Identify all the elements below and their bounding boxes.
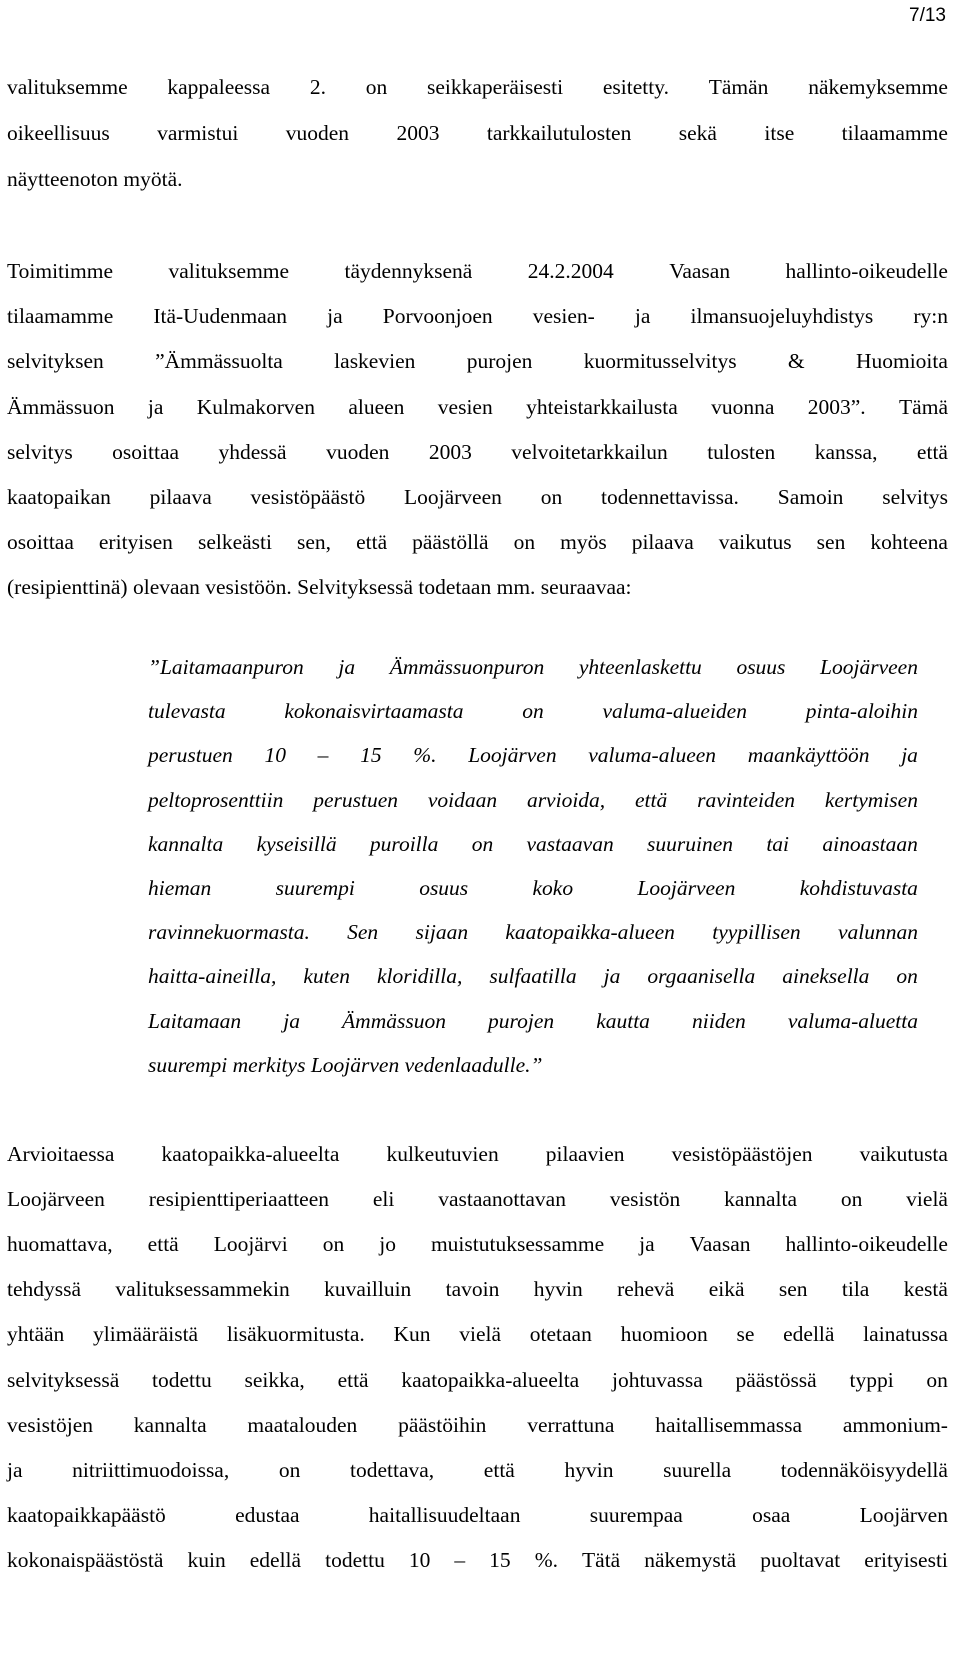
word: Loojärveen <box>404 485 502 509</box>
word: kanssa, <box>814 439 878 464</box>
word: 10 <box>408 1547 431 1572</box>
word: todettu <box>152 1367 212 1392</box>
word: todennäköisyydellä <box>780 1457 948 1482</box>
word: osoittaa <box>112 439 180 464</box>
word: osuus <box>419 876 469 900</box>
word: sekä <box>678 121 717 145</box>
word: 15 <box>360 743 382 768</box>
word: että <box>356 530 388 555</box>
word: arvioida, <box>526 787 606 812</box>
word: Tätä <box>582 1547 621 1572</box>
word: purojen <box>488 1008 555 1033</box>
word: valuma-alueiden <box>602 699 747 724</box>
word: ja <box>338 655 356 679</box>
para3-line <box>0 1139 948 1169</box>
word: kappaleessa <box>167 75 271 99</box>
word: puoltavat <box>760 1547 841 1572</box>
word: edellä <box>783 1322 835 1347</box>
word: ja <box>634 304 651 329</box>
word: kautta <box>596 1008 650 1033</box>
word: typpi <box>849 1367 894 1392</box>
word: %. <box>413 743 437 768</box>
word: pilaava <box>149 485 212 509</box>
word: kannalta <box>724 1187 797 1212</box>
word: todettava, <box>349 1457 435 1482</box>
word: osoittaa <box>7 530 74 555</box>
word: Ämmässuon <box>7 394 115 419</box>
word: on <box>522 699 544 724</box>
word: yhdessä <box>218 439 287 464</box>
word: Vaasan <box>689 1232 751 1257</box>
word: hyvin <box>533 1277 583 1302</box>
word: ylimääräistä <box>93 1322 199 1347</box>
word: kokonaispäästöstä <box>7 1547 164 1572</box>
word: todennettavissa. <box>601 485 739 509</box>
word: kaatopaikkapäästö <box>7 1502 166 1527</box>
word: eikä <box>708 1277 745 1302</box>
word: seikkaperäisesti <box>426 75 564 99</box>
word: tila <box>841 1277 870 1302</box>
word: ”Ämmässuolta <box>155 349 283 374</box>
word: hieman <box>148 876 212 900</box>
word: hallinto-oikeudelle <box>785 259 948 283</box>
word: Samoin <box>777 485 844 509</box>
word: osaa <box>752 1502 791 1527</box>
para3-line <box>0 1500 948 1530</box>
word: Kulmakorven <box>196 394 315 419</box>
para3-line <box>0 1545 948 1575</box>
word: päästöihin <box>398 1412 487 1437</box>
word: 2003 <box>428 439 472 464</box>
para3-line <box>0 1229 948 1259</box>
quote-line <box>148 1006 918 1036</box>
word: on <box>926 1367 948 1392</box>
word: muistutuksessamme <box>430 1232 605 1257</box>
word: selvityksen <box>7 349 104 374</box>
para2-line <box>0 437 948 467</box>
word: ”Laitamaanpuron <box>148 655 304 679</box>
word: ja <box>7 1457 23 1482</box>
word: – <box>317 743 329 768</box>
word: %. <box>534 1547 558 1572</box>
word: ravinteiden <box>697 787 795 812</box>
word: kaatopaikka-alueelta <box>401 1367 580 1392</box>
word: selkeästi <box>197 530 272 555</box>
word: orgaanisella <box>647 964 756 989</box>
word: Vaasan <box>669 259 731 283</box>
word: että <box>147 1232 179 1257</box>
word: hyvin <box>564 1457 614 1482</box>
word: pinta-aloihin <box>805 699 918 724</box>
para2-line <box>0 301 948 331</box>
word: peltoprosenttiin <box>148 787 284 812</box>
word: puroilla <box>369 831 439 856</box>
word: suurempi <box>275 876 355 900</box>
word: sen <box>778 1277 808 1302</box>
quote-line <box>148 696 918 726</box>
word: on <box>365 75 388 99</box>
word: kaatopaikka-alueen <box>505 920 675 945</box>
word: 2. <box>309 75 326 99</box>
word: että <box>337 1367 369 1392</box>
word: Itä-Uudenmaan <box>153 304 288 329</box>
word: varmistui <box>157 121 239 145</box>
word: tarkkailutulosten <box>486 121 632 145</box>
quote-line <box>148 917 918 947</box>
word: Loojärven <box>468 743 557 768</box>
word: vesistön <box>609 1187 681 1212</box>
word: edustaa <box>235 1502 300 1527</box>
word: sen <box>816 530 846 555</box>
word: tehdyssä <box>7 1277 82 1302</box>
word: täydennyksenä <box>344 259 473 283</box>
word: aineksella <box>782 964 870 989</box>
word: kertymisen <box>824 787 918 812</box>
page-number: 7/13 <box>909 5 946 26</box>
word: suuruinen <box>647 831 734 856</box>
word: että <box>916 439 948 464</box>
para3-line <box>0 1319 948 1349</box>
quote-line <box>148 873 918 903</box>
word: tilaamamme <box>841 121 948 145</box>
word: ainoastaan <box>822 831 918 856</box>
word: haitallisemmassa <box>655 1412 803 1437</box>
word: on <box>322 1232 345 1257</box>
word: osuus <box>736 655 786 679</box>
quote-line <box>148 961 918 991</box>
word: tulevasta <box>148 699 226 724</box>
word: on <box>540 485 563 509</box>
word: Sen <box>347 920 379 945</box>
word: Huomioita <box>855 349 948 374</box>
word: yhteistarkkailusta <box>526 394 678 419</box>
word: vaikutusta <box>859 1142 948 1166</box>
word: perustuen <box>313 787 398 812</box>
word: että <box>483 1457 515 1482</box>
word: vuonna <box>711 394 775 419</box>
word: Kun <box>393 1322 431 1347</box>
word: Tämän <box>708 75 769 99</box>
word: on <box>278 1457 301 1482</box>
word: eli <box>372 1187 395 1212</box>
word: kaatopaikan <box>7 485 111 509</box>
word: seikka, <box>244 1367 305 1392</box>
word: erityisesti <box>864 1547 948 1572</box>
word: todettu <box>325 1547 385 1572</box>
word: ravinnekuormasta. <box>148 920 310 945</box>
word: kuin <box>187 1547 226 1572</box>
word: 24.2.2004 <box>527 259 614 283</box>
word: lainatussa <box>863 1322 948 1347</box>
word: ja <box>603 964 621 989</box>
word: näkemyksemme <box>808 75 948 99</box>
word: tyypillisen <box>712 920 801 945</box>
word: kokonaisvirtaamasta <box>284 699 464 724</box>
word: vuoden <box>285 121 350 145</box>
word: 15 <box>489 1547 511 1572</box>
word: ja <box>327 304 343 329</box>
word: päästössä <box>735 1367 817 1392</box>
word: vesien- <box>532 304 595 329</box>
word: Ämmässuonpuron <box>389 655 545 679</box>
word: selvitys <box>882 485 948 509</box>
word: koko <box>532 876 574 900</box>
word: sen, <box>297 530 332 555</box>
word: ja <box>639 1232 655 1257</box>
word: tilaamamme <box>7 304 114 329</box>
word: suurella <box>663 1457 732 1482</box>
word: haitta-aineilla, <box>148 964 277 989</box>
word: sulfaatilla <box>489 964 577 989</box>
word: kannalta <box>148 831 224 856</box>
word: kohdistuvasta <box>799 876 918 900</box>
word: niiden <box>692 1008 746 1033</box>
word: vesien <box>437 394 493 419</box>
word: myös <box>560 530 607 555</box>
quote-line <box>148 829 918 859</box>
word: oikeellisuus <box>7 121 110 145</box>
word: se <box>736 1322 755 1347</box>
word: Loojärveen <box>820 655 918 679</box>
para2-line <box>0 392 948 422</box>
word: tai <box>766 831 790 856</box>
word: velvoitetarkkailun <box>511 439 668 464</box>
word: kestä <box>903 1277 948 1302</box>
word: Tämä <box>899 394 948 419</box>
word: ja <box>283 1008 300 1033</box>
word: selvityksessä <box>7 1367 120 1392</box>
word: resipienttiperiaatteen <box>148 1187 330 1212</box>
word: – <box>454 1547 466 1572</box>
quote-line <box>148 652 918 682</box>
word: kaatopaikka-alueelta <box>161 1142 340 1166</box>
para2-line: (resipienttinä) olevaan vesistöön. Selvityksessä todetaan mm. seuraavaa: <box>7 575 632 600</box>
word: Ämmässuon <box>342 1008 446 1033</box>
word: perustuen <box>148 743 233 768</box>
word: & <box>787 349 805 374</box>
word: nitriittimuodoissa, <box>72 1457 230 1482</box>
quote-line <box>148 785 918 815</box>
quote-line <box>148 740 918 770</box>
word: 2003 <box>396 121 440 145</box>
word: vesistöpäästöjen <box>671 1142 813 1166</box>
word: johtuvassa <box>611 1367 703 1392</box>
word: vuoden <box>326 439 390 464</box>
para3-line <box>0 1410 948 1440</box>
word: ry:n <box>913 304 948 329</box>
word: valuma-aluetta <box>787 1008 918 1033</box>
word: tavoin <box>445 1277 500 1302</box>
word: maatalouden <box>247 1412 358 1437</box>
para3-line <box>0 1184 948 1214</box>
word: laskevien <box>334 349 416 374</box>
word: Laitamaan <box>148 1008 242 1033</box>
word: Porvoonjoen <box>382 304 493 329</box>
word: Loojärveen <box>7 1187 105 1212</box>
word: yhtään <box>7 1322 65 1347</box>
word: ja <box>901 743 918 768</box>
para3-line <box>0 1455 948 1485</box>
word: kuvailluin <box>324 1277 412 1302</box>
para2-line <box>0 346 948 376</box>
word: kuormitusselvitys <box>583 349 737 374</box>
quote-line: suurempi merkitys Loojärven vedenlaadulle.” <box>148 1052 543 1077</box>
para1-line: näytteenoton myötä. <box>7 167 183 191</box>
word: Loojärveen <box>637 876 736 900</box>
word: rehevä <box>617 1277 675 1302</box>
word: on <box>513 530 536 555</box>
word: jo <box>379 1232 396 1257</box>
word: huomattava, <box>7 1232 113 1257</box>
word: tulosten <box>707 439 776 464</box>
word: valunnan <box>837 920 918 945</box>
word: lisäkuormitusta. <box>226 1322 365 1347</box>
word: valituksemme <box>168 259 290 283</box>
word: näkemystä <box>644 1547 737 1572</box>
word: maankäyttöön <box>747 743 870 768</box>
word: vielä <box>459 1322 502 1347</box>
word: kloridilla, <box>376 964 463 989</box>
word: suurempaa <box>589 1502 683 1527</box>
word: kohteena <box>870 530 948 555</box>
word: hallinto-oikeudelle <box>785 1232 948 1257</box>
word: ilmansuojeluyhdistys <box>690 304 874 329</box>
word: valituksessammekin <box>115 1277 290 1302</box>
word: ammonium- <box>842 1412 948 1437</box>
word: otetaan <box>529 1322 592 1347</box>
word: Arvioitaessa <box>7 1142 115 1166</box>
word: voidaan <box>427 787 498 812</box>
word: valuma-alueen <box>588 743 717 768</box>
word: haitallisuudeltaan <box>368 1502 521 1527</box>
para1-line <box>0 118 948 148</box>
word: yhteenlaskettu <box>578 655 702 679</box>
word: pilaavien <box>545 1142 625 1166</box>
para3-line <box>0 1274 948 1304</box>
word: 10 <box>264 743 286 768</box>
word: on <box>840 1187 863 1212</box>
word: purojen <box>466 349 533 374</box>
word: vielä <box>906 1187 948 1212</box>
word: itse <box>764 121 795 145</box>
word: Loojärven <box>859 1502 948 1527</box>
word: vesistöpäästö <box>250 485 366 509</box>
para2-line <box>0 256 948 286</box>
word: kannalta <box>133 1412 207 1437</box>
word: vesistöjen <box>7 1412 93 1437</box>
word: on <box>896 964 918 989</box>
word: alueen <box>348 394 405 419</box>
word: erityisen <box>98 530 173 555</box>
word: sijaan <box>415 920 469 945</box>
para2-line <box>0 482 948 512</box>
para1-line <box>0 72 948 102</box>
word: että <box>635 787 668 812</box>
word: Loojärvi <box>213 1232 288 1257</box>
word: valituksemme <box>7 75 128 99</box>
word: esitetty. <box>602 75 669 99</box>
para3-line <box>0 1365 948 1395</box>
word: verrattuna <box>527 1412 615 1437</box>
word: edellä <box>249 1547 302 1572</box>
word: vaikutus <box>718 530 792 555</box>
word: vastaanottavan <box>438 1187 566 1212</box>
word: ja <box>147 394 164 419</box>
word: kulkeutuvien <box>386 1142 499 1166</box>
word: 2003”. <box>807 394 866 419</box>
word: huomioon <box>620 1322 708 1347</box>
word: vastaavan <box>526 831 614 856</box>
word: pilaava <box>631 530 694 555</box>
word: Toimitimme <box>7 259 113 283</box>
word: on <box>471 831 494 856</box>
word: kyseisillä <box>256 831 337 856</box>
word: päästöllä <box>412 530 489 555</box>
para2-line <box>0 527 948 557</box>
word: selvitys <box>7 439 73 464</box>
word: kuten <box>303 964 350 989</box>
